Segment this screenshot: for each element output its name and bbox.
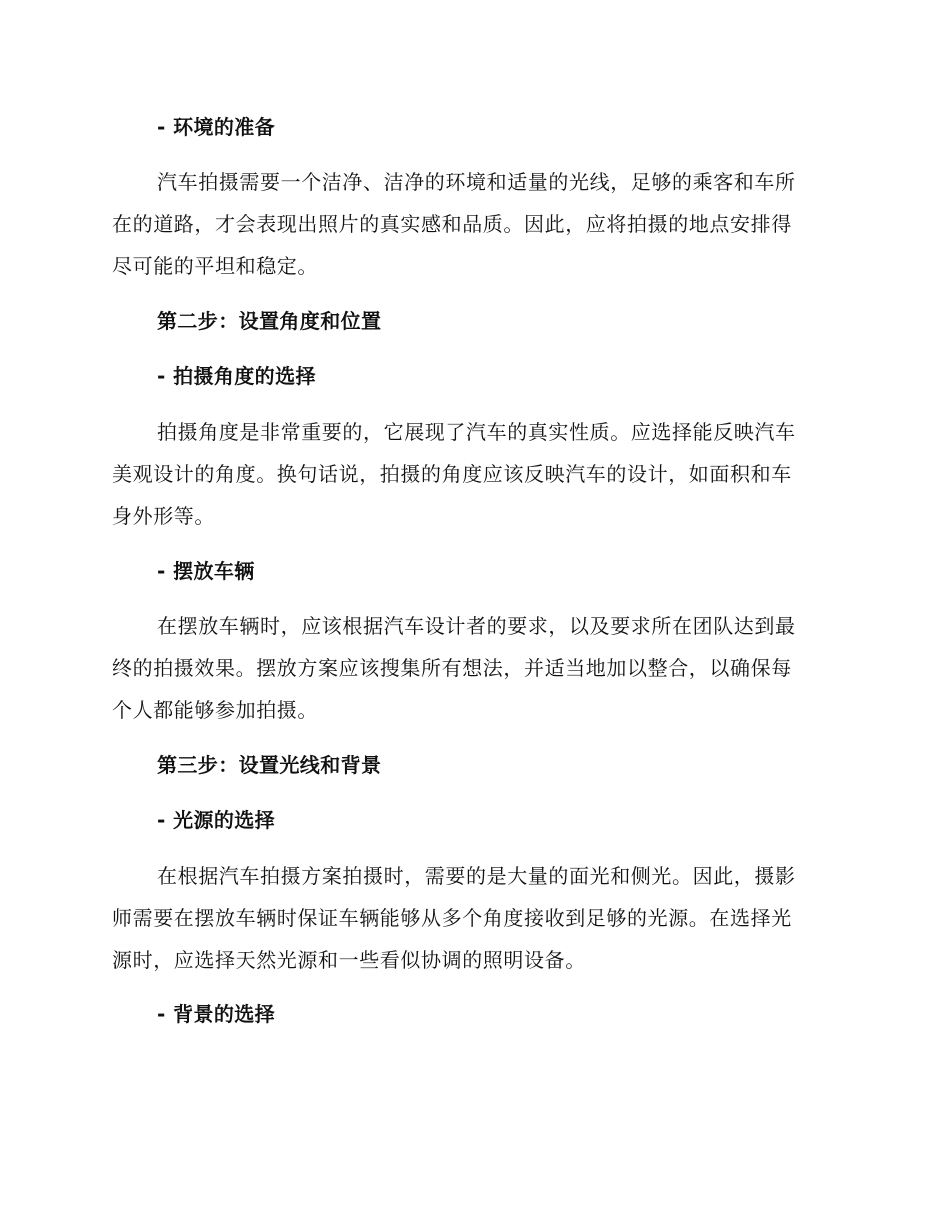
paragraph-line: 汽车拍摄需要一个洁净、洁净的环境和适量的光线，足够的乘客和车所 bbox=[157, 170, 796, 194]
step-heading-2: 第二步：设置角度和位置 bbox=[157, 309, 382, 333]
paragraph-line: 源时，应选择天然光源和一些看似协调的照明设备。 bbox=[112, 948, 586, 972]
section-heading-environment: - 环境的准备 bbox=[157, 115, 276, 139]
step-heading-3: 第三步：设置光线和背景 bbox=[157, 753, 382, 777]
section-heading-light-source: - 光源的选择 bbox=[157, 808, 276, 832]
paragraph-line: 终的拍摄效果。摆放方案应该搜集所有想法，并适当地加以整合，以确保每 bbox=[112, 656, 792, 680]
paragraph-line: 在根据汽车拍摄方案拍摄时，需要的是大量的面光和侧光。因此，摄影 bbox=[157, 864, 796, 888]
paragraph-line: 师需要在摆放车辆时保证车辆能够从多个角度接收到足够的光源。在选择光 bbox=[112, 906, 792, 930]
paragraph-line: 美观设计的角度。换句话说，拍摄的角度应该反映汽车的设计，如面积和车 bbox=[112, 462, 792, 486]
section-heading-background: - 背景的选择 bbox=[157, 1002, 276, 1026]
section-heading-vehicle-placement: - 摆放车辆 bbox=[157, 559, 255, 583]
paragraph-line: 在的道路，才会表现出照片的真实感和品质。因此，应将拍摄的地点安排得 bbox=[112, 212, 792, 236]
paragraph-line: 身外形等。 bbox=[112, 504, 215, 528]
paragraph-line: 尽可能的平坦和稳定。 bbox=[112, 254, 318, 278]
paragraph-line: 拍摄角度是非常重要的，它展现了汽车的真实性质。应选择能反映汽车 bbox=[157, 420, 796, 444]
paragraph-line: 个人都能够参加拍摄。 bbox=[112, 698, 318, 722]
paragraph-line: 在摆放车辆时，应该根据汽车设计者的要求，以及要求所在团队达到最 bbox=[157, 614, 796, 638]
section-heading-angle: - 拍摄角度的选择 bbox=[157, 364, 316, 388]
